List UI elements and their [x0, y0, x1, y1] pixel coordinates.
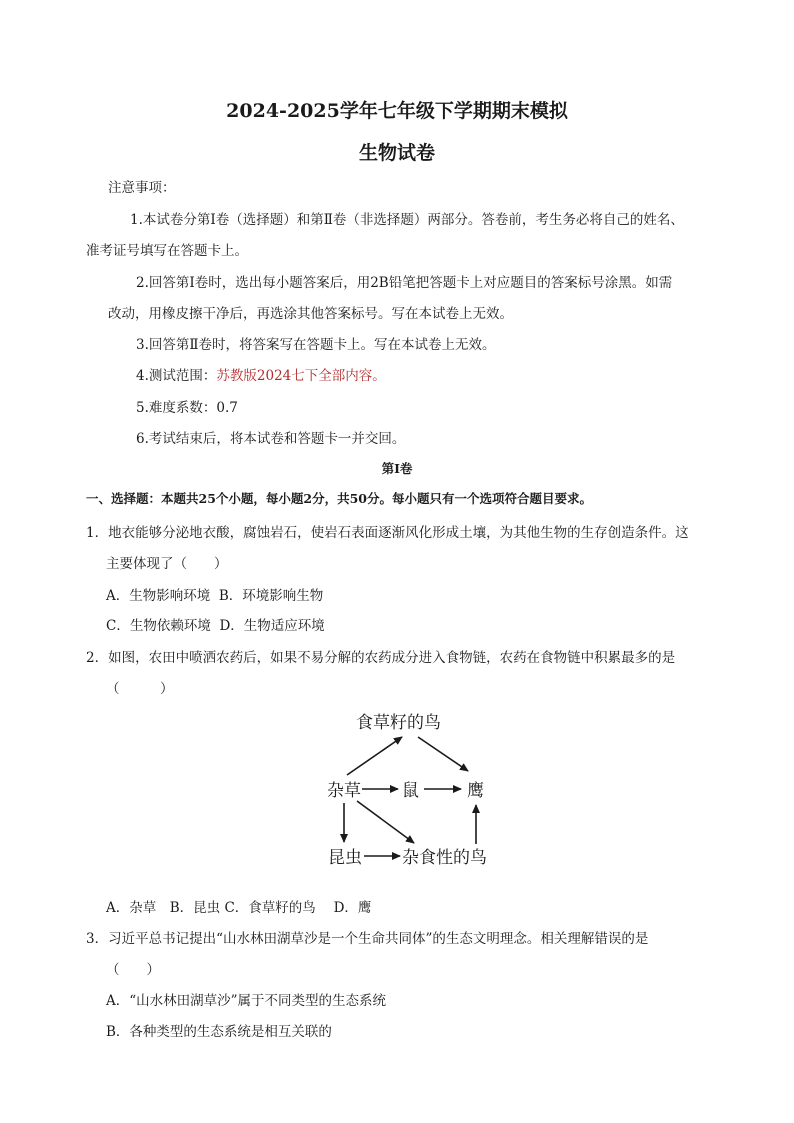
- q1-option-c: C．生物依赖环境: [106, 618, 211, 634]
- q2-options: A．杂草 B．昆虫 C．食草籽的鸟 D．鹰: [106, 900, 372, 916]
- note-4-scope: 苏教版2024七下全部内容。: [216, 368, 386, 384]
- node-mouse: 鼠: [402, 781, 419, 801]
- notes-heading: 注意事项：: [108, 180, 176, 196]
- node-seed-eating-bird: 食草籽的鸟: [356, 713, 441, 733]
- q3-option-b: B．各种类型的生态系统是相互关联的: [106, 1024, 332, 1040]
- q1-option-d: D．生物适应环境: [219, 618, 325, 634]
- q2-stem-line2: （ ）: [106, 681, 174, 697]
- q3-stem-line1: 3．习近平总书记提出“山水林田湖草沙是一个生命共同体”的生态文明理念。相关理解错误的是: [86, 931, 649, 947]
- arrow-weed-to-omni-bird: [357, 801, 414, 843]
- exam-subject: 生物试卷: [358, 142, 435, 164]
- q3-option-a: A．“山水林田湖草沙”属于不同类型的生态系统: [106, 993, 387, 1009]
- note-5: 5.难度系数：0.7: [136, 400, 238, 416]
- exam-title: 2024-2025学年七年级下学期期末模拟: [226, 100, 568, 122]
- arrow-weed-to-seed-bird: [347, 737, 402, 775]
- node-omnivorous-bird: 杂食性的鸟: [402, 848, 487, 868]
- node-weed: 杂草: [327, 781, 361, 801]
- note-6: 6.考试结束后，将本试卷和答题卡一并交回。: [136, 431, 406, 447]
- arrow-seed-bird-to-hawk: [418, 737, 468, 771]
- note-2-line1: 2.回答第Ⅰ卷时，选出每小题答案后，用2B铅笔把答题卡上对应题目的答案标号涂黑。如需: [136, 275, 673, 291]
- part-1-heading: 第Ⅰ卷: [381, 461, 413, 476]
- q1-stem-line2: 主要体现了（ ）: [106, 556, 228, 572]
- note-1-line2: 准考证号填写在答题卡上。: [86, 243, 248, 259]
- q2-stem-line1: 2．如图，农田中喷洒农药后，如果不易分解的农药成分进入食物链，农药在食物链中积累最多的是: [86, 650, 676, 666]
- note-1-line1: 1.本试卷分第Ⅰ卷（选择题）和第Ⅱ卷（非选择题）两部分。答卷前，考生务必将自己的姓名、: [130, 212, 684, 228]
- note-4-prefix: 4.测试范围：: [136, 368, 217, 384]
- q1-stem-line1: 1．地衣能够分泌地衣酸，腐蚀岩石，使岩石表面逐渐风化形成土壤，为其他生物的生存创造条件。这: [86, 525, 689, 541]
- q3-stem-line2: （ ）: [106, 962, 160, 978]
- node-insect: 昆虫: [328, 848, 362, 868]
- note-2-line2: 改动，用橡皮擦干净后，再选涂其他答案标号。写在本试卷上无效。: [108, 306, 513, 322]
- node-hawk: 鹰: [467, 781, 484, 801]
- note-3: 3.回答第Ⅱ卷时，将答案写在答题卡上。写在本试卷上无效。: [136, 337, 496, 353]
- section-1-instructions: 一、选择题：本题共25个小题，每小题2分，共50分。每小题只有一个选项符合题目要求。: [86, 491, 592, 506]
- q1-option-a: A．生物影响环境: [106, 588, 211, 604]
- q1-option-b: B．环境影响生物: [218, 588, 324, 604]
